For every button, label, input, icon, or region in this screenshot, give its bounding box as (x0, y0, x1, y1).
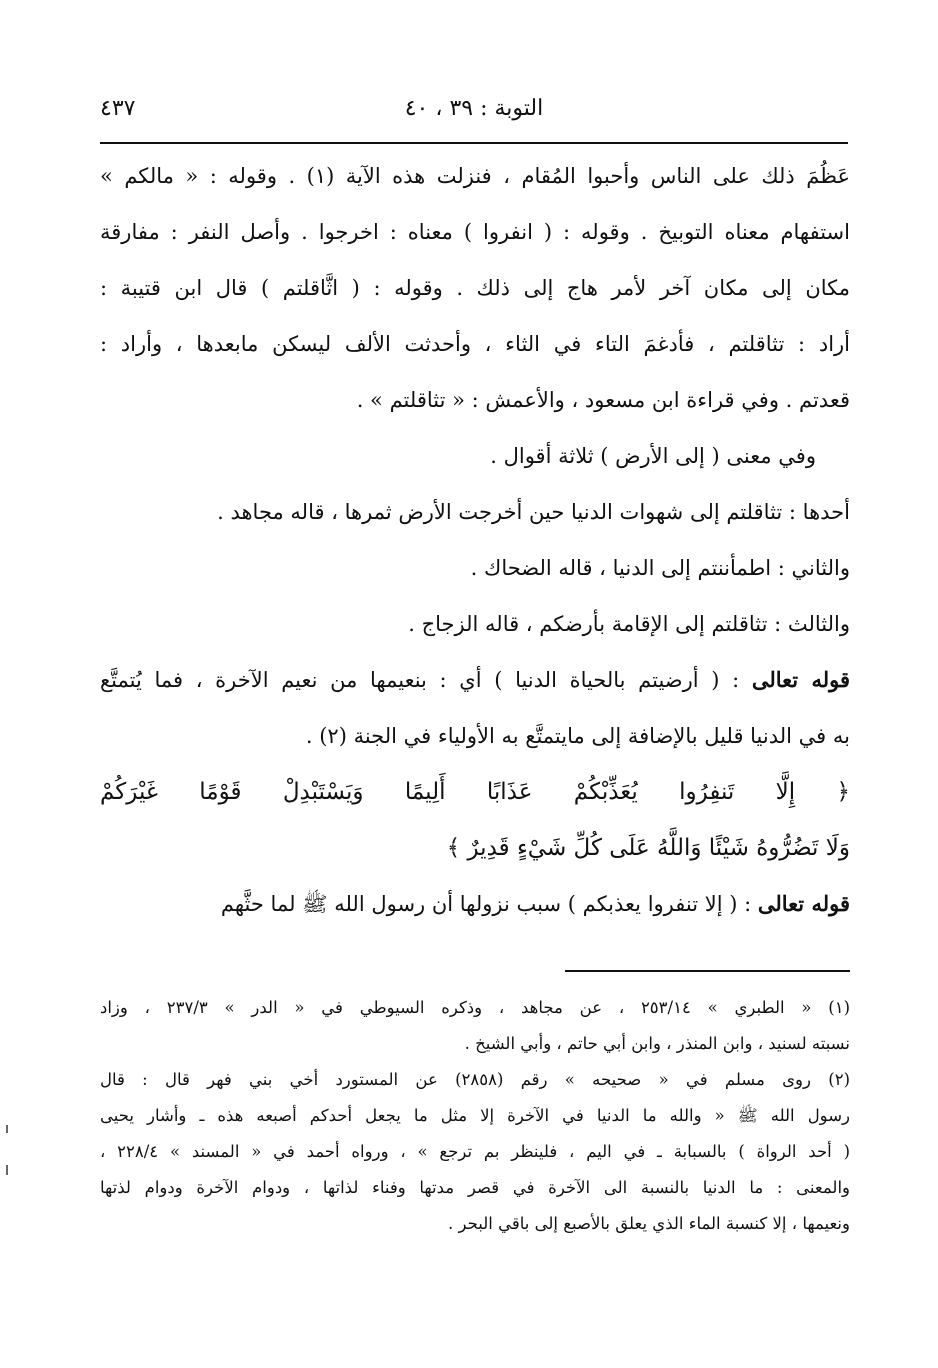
text-line: أراد : تثاقلتم ، فأدغمَ التاء في الثاء ، وأحدثت الألف ليسكن مابعدها ، وأراد : (100, 332, 850, 356)
text-line: مكان إلى مكان آخر لأمر هاج إلى ذلك . وقوله : ( اثَّاقلتم ) قال ابن قتيبة : (100, 276, 850, 300)
footnote-line: (٢) روى مسلم في « صحيحه » رقم (٢٨٥٨) عن المستورد أخي بني فهر قال : قال (100, 1070, 850, 1089)
footnotes (100, 990, 850, 1242)
footnote-line: نسبته لسنيد ، وابن المنذر ، وابن أبي حاتم ، وأبي الشيخ . (464, 1034, 850, 1053)
footnote-line: رسول الله ﷺ « والله ما الدنيا في الآخرة إلا مثل ما يجعل أحدكم أصبعه هذه ـ وأشار يحيى (100, 1106, 850, 1125)
header-rule (100, 142, 848, 144)
footnote-line: ( أحد الرواة ) بالسبابة ـ في اليم ، فلينظر بم ترجع » ، ورواه أحمد في « المسند » ٢٢٨/٤ ، (100, 1142, 850, 1161)
text-line (100, 652, 850, 708)
footnote-line: (١) « الطبري » ٢٥٣/١٤ ، عن مجاهد ، وذكره السيوطي في « الدر » ٢٣٧/٣ ، وزاد (100, 998, 850, 1017)
quran-verse-line: ﴿ إِلَّا تَنفِرُوا يُعَذِّبْكُمْ عَذَابًا أَلِيمًا وَيَسْتَبْدِلْ قَوْمًا غَيْرَكُمْ (100, 779, 850, 805)
text-line: عَظُمَ ذلك على الناس وأحبوا المُقام ، فنزلت هذه الآية (١) . وقوله : « مالكم » (100, 164, 850, 188)
text-line: والثاني : اطمأننتم إلى الدنيا ، قاله الضحاك . (470, 556, 850, 580)
lead-phrase: قوله تعالى (757, 891, 850, 916)
scan-mark (6, 1125, 8, 1133)
text-line: أحدها : تثاقلتم إلى شهوات الدنيا حين أخرجت الأرض ثمرها ، قاله مجاهد . (217, 500, 850, 524)
surah-title: التوبة : ٣٩ ، ٤٠ (404, 96, 544, 121)
text-line: قعدتم . وفي قراءة ابن مسعود ، والأعمش : « تثاقلتم » . (356, 388, 850, 412)
text-line: به في الدنيا قليل بالإضافة إلى مايتمتَّع به الأولياء في الجنة (٢) . (305, 724, 850, 748)
line-rest: : ( أرضيتم بالحياة الدنيا ) أي : بنعيمها من نعيم الآخرة ، فما يُتمتَّع (100, 668, 740, 692)
page-number: ٤٣٧ (100, 96, 136, 121)
text-line: وفي معنى ( إلى الأرض ) ثلاثة أقوال . (490, 444, 816, 468)
footnote-line: ونعيمها ، إلا كنسبة الماء الذي يعلق بالأصبع إلى باقي البحر . (448, 1214, 850, 1233)
quran-verse-line: وَلَا تَضُرُّوهُ شَيْئًا وَاللَّهُ عَلَى كُلِّ شَيْءٍ قَدِيرٌ ﴾ (446, 835, 850, 861)
main-text (100, 148, 850, 932)
page-header (100, 96, 848, 136)
footnote-rule (565, 970, 850, 972)
footnote-line: والمعنى : ما الدنيا بالنسبة الى الآخرة في قصر مدتها وفناء لذاتها ، ودوام الآخرة ودوام لذتها (100, 1178, 850, 1197)
scan-mark (6, 1165, 8, 1175)
line-rest: : ( إلا تنفروا يعذبكم ) سبب نزولها أن رسول الله ﷺ لما حثَّهم (220, 892, 752, 916)
text-line (100, 876, 850, 932)
text-line: استفهام معناه التوبيخ . وقوله : ( انفروا ) معناه : اخرجوا . وأصل النفر : مفارقة (100, 220, 850, 244)
text-line: والثالث : تثاقلتم إلى الإقامة بأرضكم ، قاله الزجاج . (408, 612, 850, 636)
lead-phrase: قوله تعالى (751, 667, 850, 692)
